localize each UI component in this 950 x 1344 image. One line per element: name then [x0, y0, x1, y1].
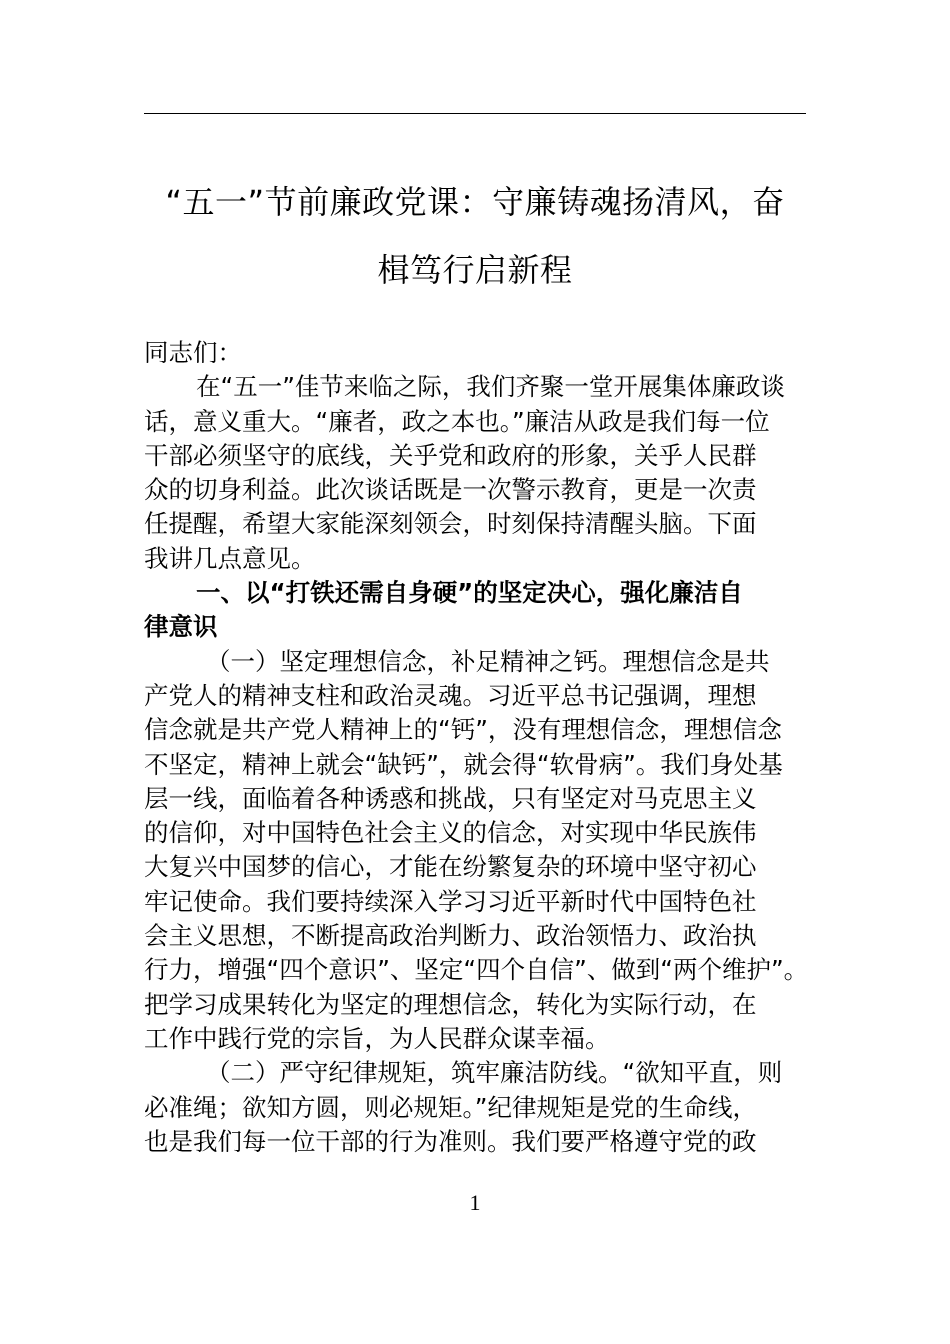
paragraph-line: 不坚定，精神上就会“缺钙”，就会得“软骨病”。我们身处基: [144, 749, 783, 779]
heading-line: 律意识: [144, 612, 218, 642]
heading-line: 一、以“打铁还需自身硬”的坚定决心，强化廉洁自: [196, 578, 743, 608]
intro-line: 任提醒，希望大家能深刻领会，时刻保持清醒头脑。下面: [144, 509, 757, 539]
intro-line: 话，意义重大。“廉者，政之本也。”廉洁从政是我们每一位: [144, 406, 770, 436]
paragraph-line: 也是我们每一位干部的行为准则。我们要严格遵守党的政: [144, 1126, 757, 1156]
intro-line: 我讲几点意见。: [144, 543, 316, 573]
paragraph-line: （二）严守纪律规矩，筑牢廉洁防线。“欲知平直，则: [206, 1058, 783, 1088]
paragraph-line: 把学习成果转化为坚定的理想信念，转化为实际行动，在: [144, 989, 757, 1019]
paragraph-line: 的信仰，对中国特色社会主义的信念，对实现中华民族伟: [144, 818, 757, 848]
paragraph-line: 必准绳；欲知方圆，则必规矩。”纪律规矩是党的生命线，: [144, 1092, 757, 1122]
intro-line: 众的切身利益。此次谈话既是一次警示教育，更是一次责: [144, 475, 757, 505]
paragraph-line: 层一线，面临着各种诱惑和挑战，只有坚定对马克思主义: [144, 783, 757, 813]
page-number: 1: [469, 1190, 481, 1215]
paragraph-line: 行力，增强“四个意识”、坚定“四个自信”、做到“两个维护”。: [144, 955, 809, 985]
intro-line: 在“五一”佳节来临之际，我们齐聚一堂开展集体廉政谈: [196, 372, 785, 402]
title-line-2: 楫笃行启新程: [377, 251, 573, 289]
document-body: [144, 336, 809, 1159]
paragraph-line: 会主义思想，不断提高政治判断力、政治领悟力、政治执: [144, 921, 757, 951]
subsection-2-paragraph: [144, 1056, 806, 1159]
paragraph-line: 牢记使命。我们要持续深入学习习近平新时代中国特色社: [144, 886, 757, 916]
paragraph-line: 产党人的精神支柱和政治灵魂。习近平总书记强调，理想: [144, 680, 757, 710]
paragraph-line: 大复兴中国梦的信心，才能在纷繁复杂的环境中坚守初心: [144, 852, 757, 882]
paragraph-line: 工作中践行党的宗旨，为人民群众谋幸福。: [144, 1023, 610, 1053]
intro-line: 干部必须坚守的底线，关乎党和政府的形象，关乎人民群: [144, 440, 757, 470]
paragraph-line: （一）坚定理想信念，补足精神之钙。理想信念是共: [206, 646, 770, 676]
section-1-heading: [144, 576, 806, 645]
document-title: [144, 168, 806, 304]
header-rule: [144, 113, 806, 114]
intro-paragraph: [144, 370, 806, 576]
paragraph-line: 信念就是共产党人精神上的“钙”，没有理想信念，理想信念: [144, 715, 782, 745]
subsection-1-paragraph: [144, 645, 809, 1057]
title-line-1: “五一”节前廉政党课：守廉铸魂扬清风，奋: [165, 183, 785, 221]
salutation: 同志们：: [144, 338, 242, 367]
